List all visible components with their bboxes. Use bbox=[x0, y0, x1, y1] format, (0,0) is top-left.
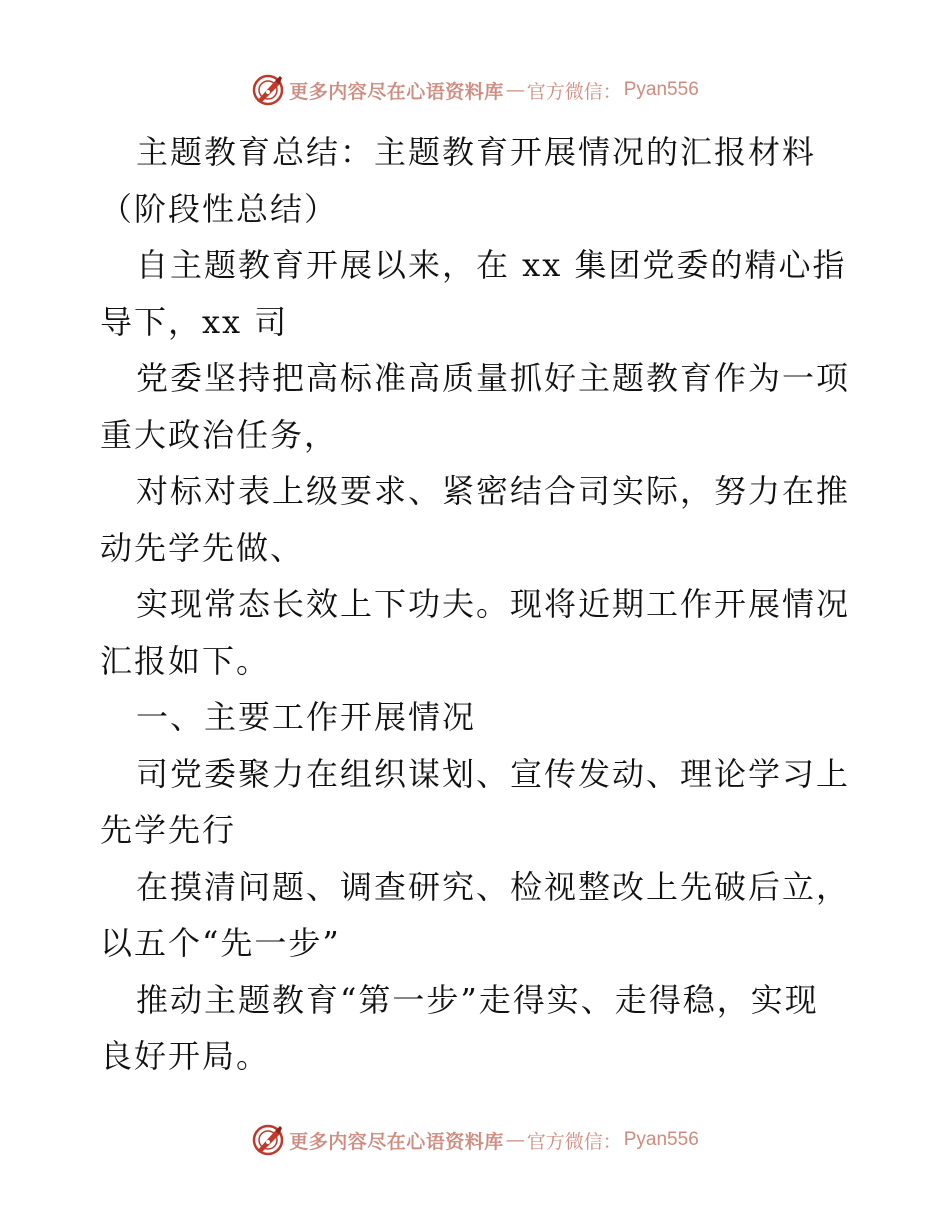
paragraph-line: 导下，xx 司 bbox=[100, 302, 289, 341]
paragraph bbox=[100, 237, 852, 350]
paragraph-line: 重大政治任务， bbox=[100, 415, 339, 454]
header-banner bbox=[0, 68, 950, 112]
paragraph-line: 先学先行 bbox=[100, 811, 237, 849]
title-line: 主题教育总结：主题教育开展情况的汇报材料 bbox=[136, 133, 817, 171]
paragraph-line: 党委坚持把高标准高质量抓好主题教育作为一项 bbox=[136, 359, 851, 397]
paragraph-line: 自主题教育开展以来，在 xx 集团党委的精心指 bbox=[136, 246, 847, 284]
paragraph-line: 动先学先做、 bbox=[100, 528, 305, 567]
paragraph bbox=[100, 463, 852, 576]
paragraph-line: 良好开局。 bbox=[100, 1037, 271, 1075]
paragraph-line: 在摸清问题、调查研究、检视整改上先破后立， bbox=[136, 867, 851, 906]
banner-dash: — bbox=[505, 1129, 525, 1151]
banner-wechat-id: Pyan556 bbox=[623, 1129, 699, 1150]
paragraph bbox=[100, 350, 852, 463]
document-body bbox=[100, 124, 852, 1085]
paragraph-line: 司党委聚力在组织谋划、宣传发动、理论学习上 bbox=[136, 754, 851, 793]
paragraph bbox=[100, 859, 852, 972]
paragraph-line: 对标对表上级要求、紧密结合司实际，努力在推 bbox=[136, 472, 851, 510]
paragraph bbox=[100, 972, 852, 1085]
banner-brand-text: 更多内容尽在心语资料库 bbox=[289, 80, 504, 103]
paragraph bbox=[100, 746, 852, 859]
paragraph-line: 以五个“先一步” bbox=[100, 924, 341, 962]
banner-wechat-id: Pyan556 bbox=[623, 79, 699, 100]
pen-nib-logo-icon bbox=[251, 1123, 285, 1157]
banner-brand-text: 更多内容尽在心语资料库 bbox=[289, 1130, 504, 1153]
footer-banner bbox=[0, 1118, 950, 1162]
heading-line: 一、主要工作开展情况 bbox=[136, 698, 477, 736]
banner-dash: — bbox=[505, 79, 525, 101]
paragraph-line: 汇报如下。 bbox=[100, 641, 271, 680]
section-heading bbox=[100, 689, 852, 746]
paragraph bbox=[100, 576, 852, 689]
paragraph-line: 实现常态长效上下功夫。现将近期工作开展情况 bbox=[136, 585, 851, 623]
paragraph-line: 推动主题教育“第一步”走得实、走得稳，实现 bbox=[136, 980, 819, 1019]
title-line: （阶段性总结） bbox=[100, 189, 339, 228]
banner-wechat-label: 官方微信： bbox=[526, 1130, 622, 1153]
document-title bbox=[100, 124, 852, 237]
pen-nib-logo-icon bbox=[251, 73, 285, 107]
banner-wechat-label: 官方微信： bbox=[526, 80, 622, 103]
